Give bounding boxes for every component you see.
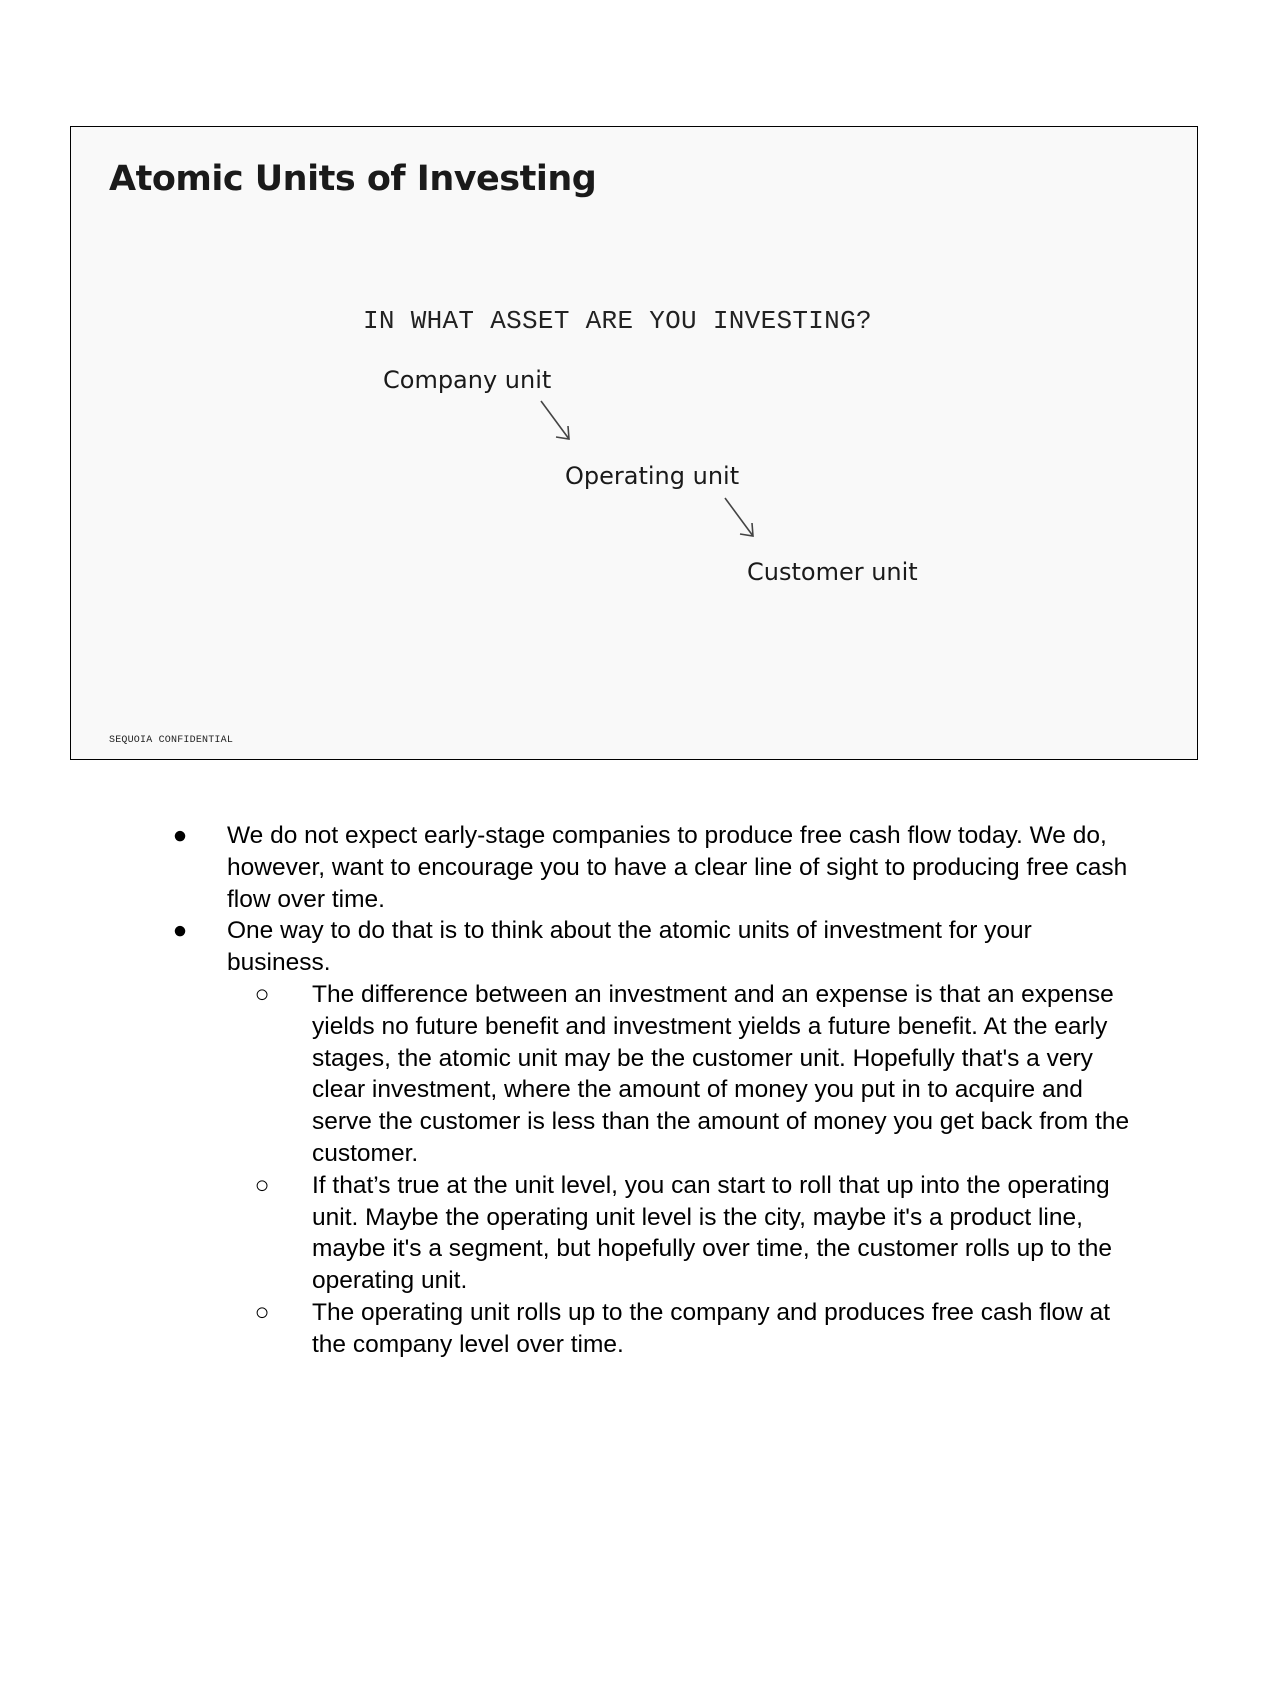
list-item-text: We do not expect early-stage companies to produce free cash flow today. We do, however, want to encourage you to have a clear line of sight to producing free cash flow over time. — [227, 822, 1128, 913]
slide-title: Atomic Units of Investing — [109, 159, 597, 199]
sub-list-item — [0, 979, 1262, 1170]
arrow-down-right-icon — [539, 399, 573, 445]
sub-list-item-text: If that’s true at the unit level, you can start to roll that up into the operating unit. Maybe the operating unit level is the city, maybe it's a product line, maybe it's a segment, but hopefully over time, the customer rolls up to the operating unit. — [312, 1171, 1112, 1295]
list-item-text: One way to do that is to think about the atomic units of investment for your business. — [227, 917, 1032, 977]
sub-list-item — [0, 1297, 1262, 1361]
operating-unit-label: Operating unit — [565, 462, 740, 490]
slide-question: IN WHAT ASSET ARE YOU INVESTING? — [363, 306, 872, 336]
list-item — [0, 820, 1262, 915]
bullet-icon: ● — [172, 917, 188, 945]
hollow-bullet-icon: ○ — [254, 1171, 270, 1199]
speaker-notes — [0, 820, 1262, 1361]
sub-list-item-text: The operating unit rolls up to the company and produces free cash flow at the company level over time. — [312, 1298, 1111, 1358]
hollow-bullet-icon: ○ — [254, 980, 270, 1008]
arrow-down-right-icon — [723, 496, 757, 542]
slide-frame — [70, 126, 1198, 760]
customer-unit-label: Customer unit — [747, 558, 918, 586]
sub-list-item-text: The difference between an investment and an expense is that an expense yields no future benefit and investment yields a future benefit. At the early stages, the atomic unit may be the customer unit. Hopefully that's a very clear investment, where the amount of money you put in to acquire and serve the customer is less than the amount of money you get back from the customer. — [312, 980, 1130, 1167]
company-unit-label: Company unit — [383, 366, 552, 394]
list-item — [0, 915, 1262, 979]
bullet-icon: ● — [172, 822, 188, 849]
sub-list-item — [0, 1170, 1262, 1297]
confidential-footer: SEQUOIA CONFIDENTIAL — [109, 735, 234, 746]
hollow-bullet-icon: ○ — [254, 1298, 270, 1326]
